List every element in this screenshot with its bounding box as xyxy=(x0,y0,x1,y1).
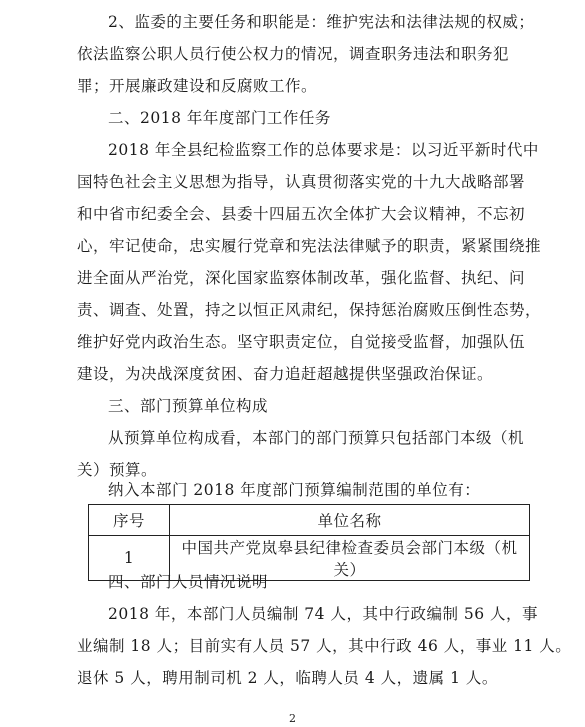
header-cell-no: 序号 xyxy=(89,505,170,536)
paragraph-line: 罪；开展廉政建设和反腐败工作。 xyxy=(77,77,318,95)
paragraph-line: 责、调查、处置，持之以恒正风肃纪，保持惩治腐败压倒性态势， xyxy=(77,301,542,319)
paragraph-line: 进全面从严治党，深化国家监察体制改革，强化监督、执纪、问 xyxy=(77,269,526,287)
paragraph-line: 建设，为决战深度贫困、奋力追赶超越提供坚强政治保证。 xyxy=(77,365,494,383)
section-heading: 二、2018 年年度部门工作任务 xyxy=(108,109,331,127)
paragraph-line: 国特色社会主义思想为指导，认真贯彻落实党的十九大战略部署 xyxy=(77,173,526,191)
paragraph-line: 2、监委的主要任务和职能是：维护宪法和法律法规的权威； xyxy=(108,13,535,31)
paragraph-line: 业编制 18 人；目前实有人员 57 人，其中行政 46 人，事业 11 人。 xyxy=(77,637,572,655)
page-number: 2 xyxy=(289,712,296,725)
paragraph-line: 从预算单位构成看，本部门的部门预算只包括部门本级（机 xyxy=(108,429,525,447)
section-heading: 四、部门人员情况说明 xyxy=(108,573,269,591)
table-header-row xyxy=(89,505,530,536)
header-cell-name: 单位名称 xyxy=(170,505,530,536)
paragraph-line: 和中省市纪委全会、县委十四届五次全体扩大会议精神，不忘初 xyxy=(77,205,526,223)
paragraph-line: 2018 年，本部门人员编制 74 人，其中行政编制 56 人，事 xyxy=(108,605,539,623)
cell-no: 1 xyxy=(89,536,170,581)
paragraph-line: 依法监察公职人员行使公权力的情况，调查职务违法和职务犯 xyxy=(77,45,510,63)
paragraph-line: 纳入本部门 2018 年度部门预算编制范围的单位有： xyxy=(108,481,481,499)
cell-unit-name: 中国共产党岚皋县纪律检查委员会部门本级（机关） xyxy=(170,536,530,581)
paragraph-line: 关）预算。 xyxy=(77,461,158,479)
paragraph-line: 维护好党内政治生态。坚守职责定位，自觉接受监督，加强队伍 xyxy=(77,333,526,351)
paragraph-line: 2018 年全县纪检监察工作的总体要求是：以习近平新时代中 xyxy=(108,141,539,159)
section-heading: 三、部门预算单位构成 xyxy=(108,397,269,415)
paragraph-line: 心，牢记使命，忠实履行党章和宪法法律赋予的职责，紧紧围绕推 xyxy=(77,237,542,255)
budget-units-table xyxy=(88,504,530,581)
paragraph-line: 退休 5 人，聘用制司机 2 人，临聘人员 4 人，遗属 1 人。 xyxy=(77,669,498,687)
